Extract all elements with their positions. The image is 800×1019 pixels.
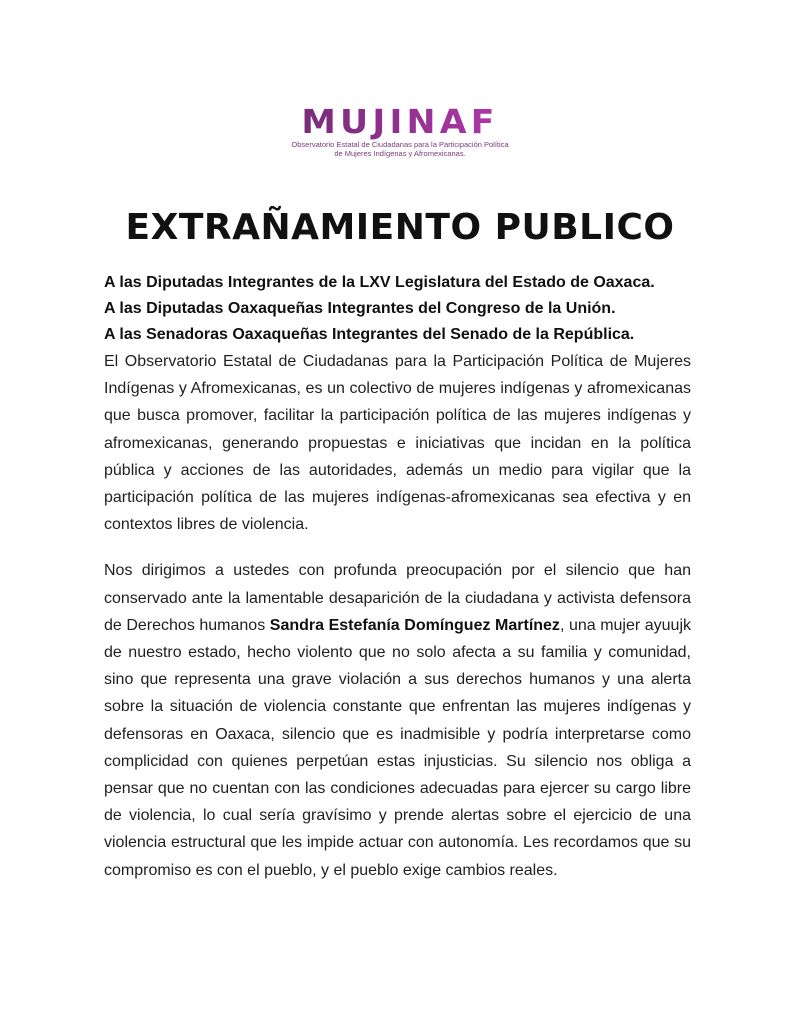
- logo-wordmark: MUJINAF: [243, 104, 558, 140]
- logo-tagline-line1: Observatorio Estatal de Ciudadanas para la Participación Política: [291, 140, 509, 149]
- mujinaf-logo: [250, 104, 550, 158]
- addressee-line: A las Diputadas Oaxaqueñas Integrantes del Congreso de la Unión.: [104, 300, 616, 317]
- paragraph-statement-opening: Nos dirigimos a ustedes con profunda preocupación por el silencio que han conservado ante la lamentable desaparición de la ciudadana y activista defensora de Derechos humanos: [104, 562, 691, 634]
- document-title: EXTRAÑAMIENTO PUBLICO: [125, 207, 675, 248]
- document-body: [104, 270, 691, 884]
- paragraph-intro: El Observatorio Estatal de Ciudadanas para la Participación Política de Mujeres Indígenas y Afromexicanas, es un colectivo de mujeres indígenas y afromexicanas que busca promover, facilitar la participación política de las mujeres indígenas y afromexicanas, generando propuestas e iniciativas que incidan en la política pública y acciones de las autoridades, además un medio para vigilar que la participación política de las mujeres indígenas-afromexicanas sea efectiva y en contextos libres de violencia.: [104, 353, 691, 534]
- addressee-line: A las Senadoras Oaxaqueñas Integrantes del Senado de la República.: [104, 326, 635, 343]
- paragraph-statement-rest: , una mujer ayuujk de nuestro estado, hecho violento que no solo afecta a su familia y comunidad, sino que representa una grave violación a sus derechos humanos y una alerta sobre la situación de violencia constante que enfrentan las mujeres indígenas y defensoras en Oaxaca, silencio que es inadmisible y podría interpretarse como complicidad con quienes perpetúan estas injusticias. Su silencio nos obliga a pensar que no cuentan con las condiciones adecuadas para ejercer su cargo libre de violencia, lo cual sería gravísimo y prende alertas sobre el ejercicio de una violencia estructural que les impide actuar con autonomía. Les recordamos que su compromiso es con el pueblo, y el pueblo exige cambios reales.: [104, 616, 691, 879]
- logo-tagline-line2: de Mujeres Indígenas y Afromexicanas.: [334, 149, 466, 158]
- addressee-line: A las Diputadas Integrantes de la LXV Legislatura del Estado de Oaxaca.: [104, 274, 655, 291]
- activist-name: Sandra Estefanía Domínguez Martínez: [269, 616, 560, 634]
- paragraph-statement: [104, 557, 691, 883]
